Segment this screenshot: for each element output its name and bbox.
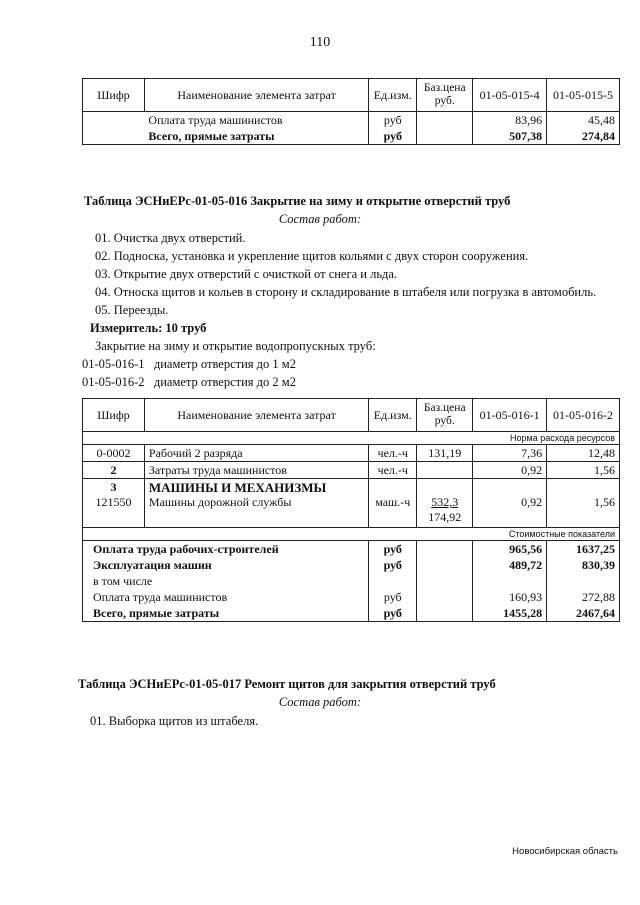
item-text: диаметр отверстия до 1 м2 <box>153 357 296 371</box>
norm-note: Норма расхода ресурсов <box>83 432 620 445</box>
table-header-row <box>83 399 620 432</box>
header-col1: 01-05-016-1 <box>473 399 547 432</box>
table-row <box>83 589 620 605</box>
cell-unit <box>369 479 417 496</box>
cell-code: 2 <box>83 462 145 479</box>
header-unit: Ед.изм. <box>369 79 417 112</box>
cell-code: 0-0002 <box>83 445 145 462</box>
table-row <box>83 128 620 145</box>
work-item: 05. Переезды. <box>95 303 169 317</box>
cell-name: Оплата труда машинистов <box>144 112 368 129</box>
cell-v1 <box>473 479 547 496</box>
header-name: Наименование элемента затрат <box>144 79 368 112</box>
item-016-1 <box>82 357 296 372</box>
cell-v2: 1,56 <box>547 495 620 528</box>
cell-v2: 272,88 <box>547 589 620 605</box>
table-016 <box>82 398 620 622</box>
cell-v2: 45,48 <box>547 112 620 129</box>
table-row <box>83 495 620 528</box>
cell-name: Всего, прямые затраты <box>144 128 368 145</box>
work-item: 01. Выборка щитов из штабеля. <box>90 714 259 728</box>
cell-v2: 1,56 <box>547 462 620 479</box>
header-code: Шифр <box>83 79 145 112</box>
meter: Измеритель: 10 труб <box>90 321 207 335</box>
cell-unit <box>369 573 417 589</box>
cell-v2: 12,48 <box>547 445 620 462</box>
cell-name: в том числе <box>83 573 369 589</box>
header-code: Шифр <box>83 399 145 432</box>
table-row <box>83 557 620 573</box>
cell-price <box>417 495 473 528</box>
cost-note: Стоимостные показатели <box>83 528 620 541</box>
section-016-subtitle: Состав работ: <box>278 212 362 226</box>
description: Закрытие на зиму и открытие водопропускных труб: <box>95 339 376 353</box>
table-header-row <box>83 79 620 112</box>
cell-v2: 830,39 <box>547 557 620 573</box>
section-017-subtitle: Состав работ: <box>278 695 362 709</box>
cell-v1: 160,93 <box>473 589 547 605</box>
cell-code <box>83 128 145 145</box>
cell-unit: руб <box>369 128 417 145</box>
cell-v2: 1637,25 <box>547 541 620 558</box>
table-row <box>83 445 620 462</box>
cell-code: 121550 <box>83 495 145 528</box>
header-unit: Ед.изм. <box>369 399 417 432</box>
table-015 <box>82 78 620 145</box>
cell-price: 131,19 <box>417 445 473 462</box>
cell-price <box>417 112 473 129</box>
cell-price <box>417 462 473 479</box>
cell-unit: руб <box>369 112 417 129</box>
cell-name: Всего, прямые затраты <box>83 605 369 622</box>
work-item: 03. Открытие двух отверстий с очисткой от снега и льда. <box>95 267 398 281</box>
cell-unit: руб <box>369 541 417 558</box>
item-code: 01-05-016-2 <box>82 375 145 389</box>
cell-unit: маш.-ч <box>369 495 417 528</box>
cell-code: 3 <box>83 479 145 496</box>
cell-v1: 83,96 <box>473 112 547 129</box>
cell-v1: 965,56 <box>473 541 547 558</box>
cell-v2: 2467,64 <box>547 605 620 622</box>
price-fraction-bottom: 174,92 <box>428 510 462 524</box>
cell-name: Затраты труда машинистов <box>144 462 368 479</box>
norm-note-row <box>83 432 620 445</box>
cell-unit: чел.-ч <box>369 462 417 479</box>
section-016-title: Таблица ЭСНиЕРс-01-05-016 Закрытие на зиму и открытие отверстий труб <box>84 194 511 208</box>
table-row <box>83 479 620 496</box>
cell-unit: руб <box>369 557 417 573</box>
cell-v2 <box>547 573 620 589</box>
cell-v2: 274,84 <box>547 128 620 145</box>
header-price: Баз.цена руб. <box>417 399 473 432</box>
cell-v1: 489,72 <box>473 557 547 573</box>
section-017-title: Таблица ЭСНиЕРс-01-05-017 Ремонт щитов для закрытия отверстий труб <box>78 677 496 691</box>
price-fraction-top: 532,3 <box>431 495 459 509</box>
cell-price <box>417 605 473 622</box>
work-item: 02. Подноска, установка и укрепление щитов кольями с двух сторон сооружения. <box>95 249 529 263</box>
header-col2: 01-05-015-5 <box>547 79 620 112</box>
table-row <box>83 112 620 129</box>
header-name: Наименование элемента затрат <box>144 399 368 432</box>
cell-price <box>417 128 473 145</box>
cell-name: Эксплуатация машин <box>83 557 369 573</box>
cell-name: Оплата труда рабочих-строителей <box>83 541 369 558</box>
cell-name: МАШИНЫ И МЕХАНИЗМЫ <box>144 479 368 496</box>
header-col2: 01-05-016-2 <box>547 399 620 432</box>
cell-price <box>417 479 473 496</box>
cell-name: Рабочий 2 разряда <box>144 445 368 462</box>
work-item: 04. Относка щитов и кольев в сторону и складирование в штабеля или погрузка в автомобиль. <box>95 285 597 299</box>
cell-v1: 1455,28 <box>473 605 547 622</box>
cell-v1: 0,92 <box>473 462 547 479</box>
table-row <box>83 605 620 622</box>
table-row <box>83 541 620 558</box>
cell-v1: 507,38 <box>473 128 547 145</box>
cell-v1: 7,36 <box>473 445 547 462</box>
cell-unit: руб <box>369 605 417 622</box>
item-016-2 <box>82 375 296 390</box>
cell-price <box>417 557 473 573</box>
table-row <box>83 573 620 589</box>
footer-region: Новосибирская область <box>512 846 618 857</box>
header-price: Баз.цена руб. <box>417 79 473 112</box>
cell-v1 <box>473 573 547 589</box>
cell-price <box>417 573 473 589</box>
cell-unit: руб <box>369 589 417 605</box>
page-number: 110 <box>309 35 331 50</box>
cell-v1: 0,92 <box>473 495 547 528</box>
work-item: 01. Очистка двух отверстий. <box>95 231 246 245</box>
cell-name: Машины дорожной службы <box>144 495 368 528</box>
cell-code <box>83 112 145 129</box>
cell-unit: чел.-ч <box>369 445 417 462</box>
cell-price <box>417 541 473 558</box>
item-code: 01-05-016-1 <box>82 357 145 371</box>
cell-name: Оплата труда машинистов <box>83 589 369 605</box>
cell-v2 <box>547 479 620 496</box>
cell-price <box>417 589 473 605</box>
table-row <box>83 462 620 479</box>
item-text: диаметр отверстия до 2 м2 <box>153 375 296 389</box>
header-col1: 01-05-015-4 <box>473 79 547 112</box>
cost-note-row <box>83 528 620 541</box>
